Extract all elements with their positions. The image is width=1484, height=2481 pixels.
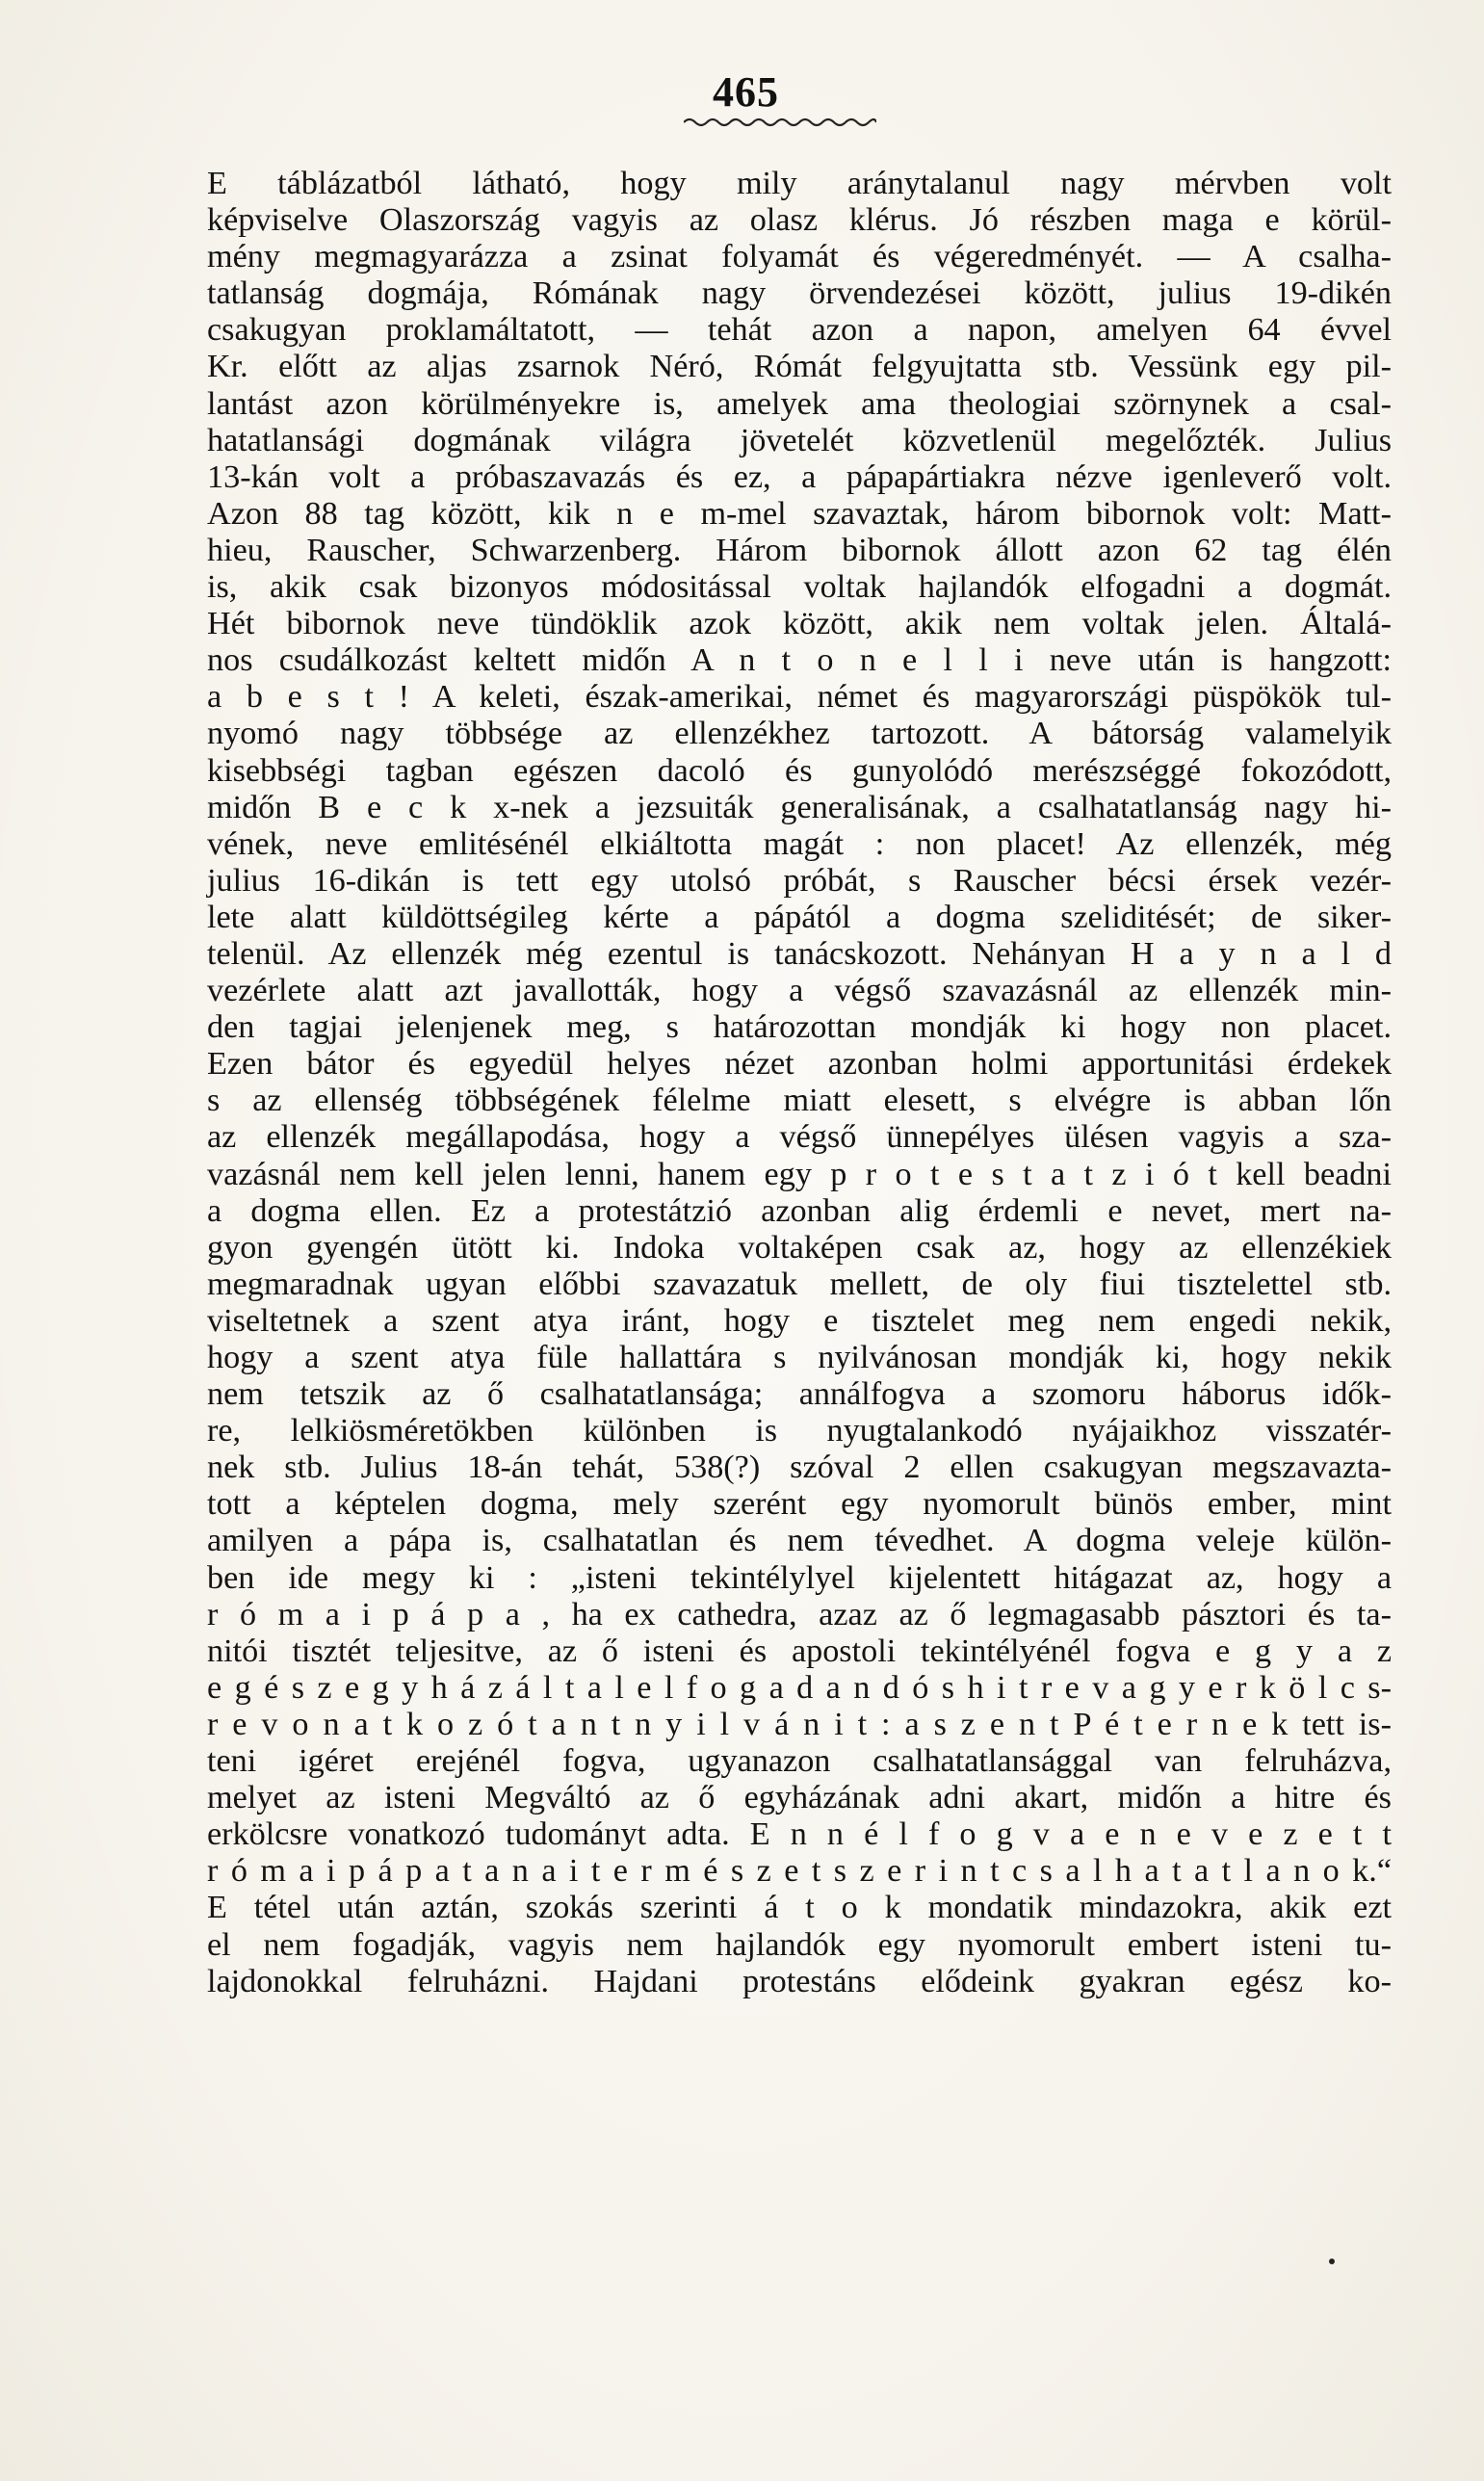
text-line: teni igéret erejénél fogva, ugyanazon csalhatatlansággal van felruházva, [207,1743,1392,1780]
text-line: nek stb. Julius 18-án tehát, 538(?) szóval 2 ellen csakugyan megszavazta- [207,1449,1392,1486]
text-line: telenül. Az ellenzék még ezentul is tanácskozott. Nehányan H a y n a l d [207,935,1392,972]
text-line: re, lelkiösméretökben különben is nyugtalankodó nyájaikhoz visszatér- [207,1413,1392,1449]
text-line: lantást azon körülményekre is, amelyek ama theologiai szörnynek a csal- [207,385,1392,422]
text-line: megmaradnak ugyan előbbi szavazatuk mellett, de oly fiui tisztelettel stb. [207,1266,1392,1302]
text-line: s az ellenség többségének félelme miatt elesett, s elvégre is abban lőn [207,1083,1392,1119]
text-line: r ó m a i p á p a , ha ex cathedra, azaz az ő legmagasabb pásztori és ta- [207,1596,1392,1632]
text-line: gyon gyengén ütött ki. Indoka voltaképen csak az, hogy az ellenzékiek [207,1229,1392,1266]
text-line: hogy a szent atya füle hallattára s nyilvánosan mondják ki, hogy nekik [207,1340,1392,1375]
text-line: a b e s t ! A keleti, észak-amerikai, német és magyarországi püspökök tul- [207,679,1392,716]
text-line: is, akik csak bizonyos módositással voltak hajlandók elfogadni a dogmát. [207,569,1392,606]
text-line: csakugyan proklamáltatott, — tehát azon a napon, amelyen 64 évvel [207,312,1392,349]
text-line: vének, neve emlitésénél elkiáltotta magát : non placet! Az ellenzék, még [207,825,1392,862]
text-line: vezérlete alatt azt javallották, hogy a végső szavazásnál az ellenzék min- [207,973,1392,1009]
text-line: képviselve Olaszország vagyis az olasz klérus. Jó részben maga e körül- [207,202,1392,239]
page-number: 465 [713,68,779,116]
text-line: tott a képtelen dogma, mely szerént egy nyomorult bünös ember, mint [207,1486,1392,1523]
text-line: el nem fogadják, vagyis nem hajlandók egy nyomorult embert isteni tu- [207,1926,1392,1963]
text-line: e g é s z e g y h á z á l t a l e l f o g a d a n d ó s h i t r e v a g y e r k ö l c s- [207,1669,1392,1706]
ink-speck [1329,2259,1335,2264]
text-line: mény megmagyarázza a zsinat folyamát és végeredményét. — A csalha- [207,239,1392,275]
text-line: hieu, Rauscher, Schwarzenberg. Három bibornok állott azon 62 tag élén [207,532,1392,568]
text-line: nyomó nagy többsége az ellenzékhez tartozott. A bátorság valamelyik [207,716,1392,752]
text-line: az ellenzék megállapodása, hogy a végső ünnepélyes ülésen vagyis a sza- [207,1119,1392,1156]
text-line: lete alatt küldöttségileg kérte a pápától a dogma szeliditését; de siker- [207,899,1392,935]
text-line: amilyen a pápa is, csalhatatlan és nem tévedhet. A dogma veleje külön- [207,1523,1392,1559]
text-line: julius 16-dikán is tett egy utolsó próbát, s Rauscher bécsi érsek vezér- [207,862,1392,899]
text-line: erkölcsre vonatkozó tudományt adta. E n n é l f o g v a e n e v e z e t t [207,1816,1392,1853]
text-line: E tétel után aztán, szokás szerinti á t o k mondatik mindazokra, akik ezt [207,1890,1392,1926]
text-line: viseltetnek a szent atya iránt, hogy e tisztelet meg nem engedi nekik, [207,1302,1392,1339]
text-line: a dogma ellen. Ez a protestátzió azonban alig érdemli e nevet, mert na- [207,1192,1392,1229]
text-line: lajdonokkal felruházni. Hajdani protestáns elődeink gyakran egész ko- [207,1963,1392,1999]
text-line: nem tetszik az ő csalhatatlansága; annálfogva a szomoru háborus idők- [207,1376,1392,1413]
text-line: nos csudálkozást keltett midőn A n t o n e l l i neve után is hangzott: [207,642,1392,679]
text-line: nitói tisztét teljesitve, az ő isteni és apostoli tekintélyénél fogva e g y a z [207,1632,1392,1669]
text-line: midőn B e c k x-nek a jezsuiták generalisának, a csalhatatlanság nagy hi- [207,789,1392,825]
text-line: ben ide megy ki : „isteni tekintélylyel kijelentett hitágazat az, hogy a [207,1559,1392,1596]
text-line: kisebbségi tagban egészen dacoló és gunyolódó merészséggé fokozódott, [207,752,1392,789]
text-line: Ezen bátor és egyedül helyes nézet azonban holmi apportunitási érdekek [207,1046,1392,1083]
text-line: vazásnál nem kell jelen lenni, hanem egy p r o t e s t a t z i ó t kell beadni [207,1156,1392,1192]
text-line: E táblázatból látható, hogy mily aránytalanul nagy mérvben volt [207,166,1392,201]
text-line: tatlanság dogmája, Rómának nagy örvendezései között, julius 19-dikén [207,275,1392,312]
text-line: melyet az isteni Megváltó az ő egyházának adni akart, midőn a hitre és [207,1780,1392,1816]
text-line: den tagjai jelenjenek meg, s határozottan mondják ki hogy non placet. [207,1009,1392,1046]
text-line: hatatlansági dogmának világra jövetelét közvetlenül megelőzték. Julius [207,422,1392,458]
wavy-rule-ornament [684,116,876,129]
text-line: Hét bibornok neve tündöklik azok között, akik nem voltak jelen. Általá- [207,606,1392,642]
text-line: 13-kán volt a próbaszavazás és ez, a pápapártiakra nézve igenleverő volt. [207,458,1392,495]
text-line: r ó m a i p á p a t a n a i t e r m é s z e t s z e r i n t c s a l h a t a t l a n o k.“ [207,1853,1392,1890]
text-line: r e v o n a t k o z ó t a n t n y i l v á n i t : a s z e n t P é t e r n e k tett is- [207,1706,1392,1742]
text-line: Azon 88 tag között, kik n e m-mel szavaztak, három bibornok volt: Matt- [207,495,1392,532]
text-line: Kr. előtt az aljas zsarnok Néró, Rómát felgyujtatta stb. Vessünk egy pil- [207,349,1392,385]
body-text [207,166,1392,2000]
